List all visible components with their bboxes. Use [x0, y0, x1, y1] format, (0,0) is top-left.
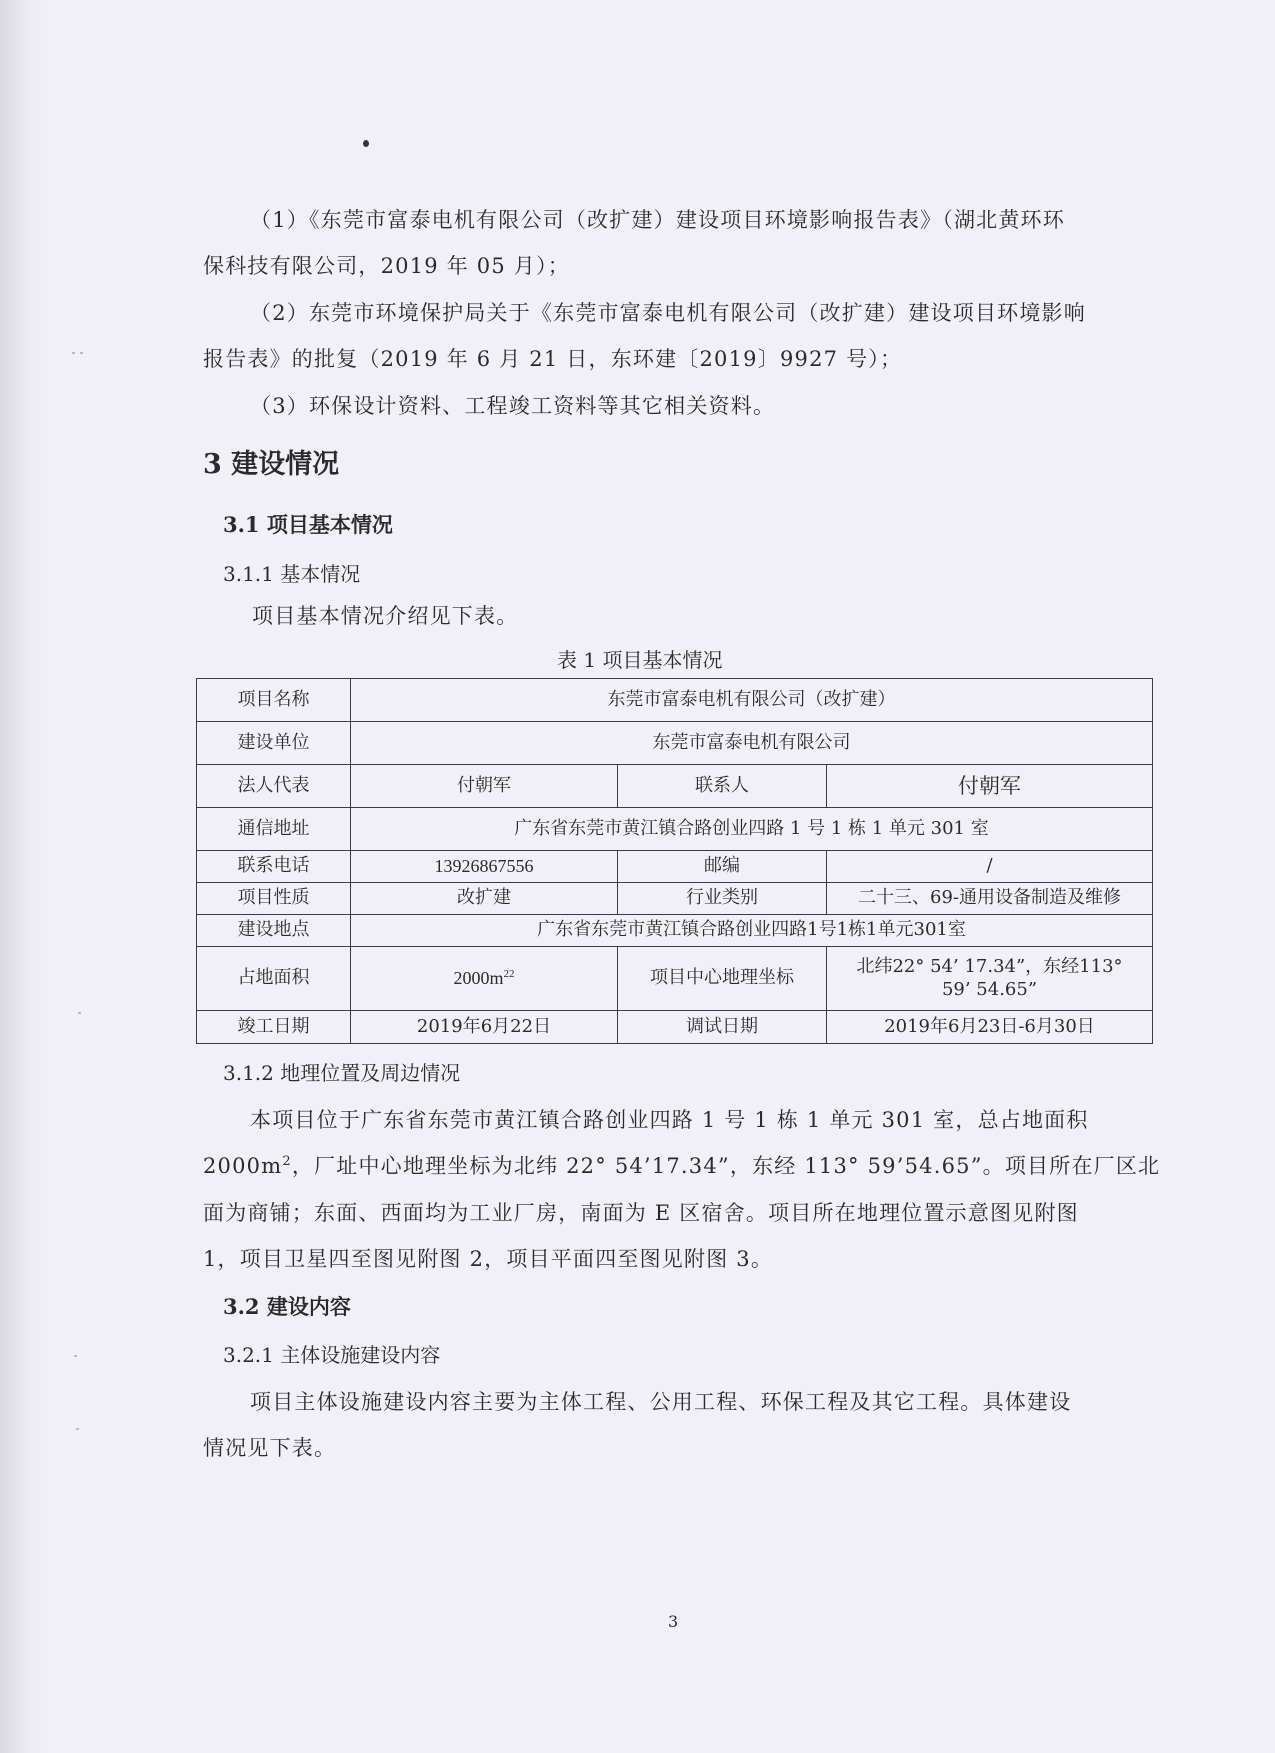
cell-value: 付朝军	[827, 765, 1153, 808]
cell-value: 广东省东莞市黄江镇合路创业四路 1 号 1 栋 1 单元 301 室	[351, 808, 1153, 851]
s312-line-4: 1，项目卫星四至图见附图 2，项目平面四至图见附图 3。	[203, 1247, 774, 1271]
cell-label: 联系电话	[197, 851, 351, 883]
cell-label: 项目名称	[197, 679, 351, 722]
table-row	[197, 915, 1153, 947]
cell-value: /	[827, 851, 1153, 883]
project-info-table	[196, 678, 1153, 1044]
cell-label: 邮编	[618, 851, 827, 883]
cell-label: 竣工日期	[197, 1011, 351, 1044]
cell-value: 东莞市富泰电机有限公司（改扩建）	[351, 679, 1153, 722]
s312-area: 2000m	[203, 1154, 283, 1178]
cell-label: 调试日期	[618, 1011, 827, 1044]
section-3-1-heading: 3.1 项目基本情况	[223, 512, 393, 537]
s312-area-sup: 2	[282, 1154, 292, 1169]
cell-label: 项目性质	[197, 883, 351, 915]
table-row	[197, 722, 1153, 765]
scan-speck	[80, 352, 83, 354]
cell-value: 2019年6月22日	[351, 1011, 618, 1044]
s312-line-2-rest: ，厂址中心地理坐标为北纬 22° 54’17.34”，东经 113° 59’54.65”。项目所在厂区北	[291, 1154, 1161, 1178]
ref-2-line-2: 报告表》的批复（2019 年 6 月 21 日，东环建〔2019〕9927 号）；	[203, 347, 903, 371]
table-row	[197, 679, 1153, 722]
cell-label: 建设单位	[197, 722, 351, 765]
table-row	[197, 765, 1153, 808]
cell-label: 建设地点	[197, 915, 351, 947]
table-row	[197, 1011, 1153, 1044]
s312-line-1: 本项目位于广东省东莞市黄江镇合路创业四路 1 号 1 栋 1 单元 301 室，总占地面积	[250, 1108, 1089, 1132]
scan-speck	[74, 1355, 77, 1357]
area-sup-2: 2	[509, 968, 515, 981]
table-row	[197, 947, 1153, 1011]
section-3-2-1-heading: 3.2.1 主体设施建设内容	[223, 1343, 441, 1367]
section-3-2-heading: 3.2 建设内容	[223, 1294, 351, 1319]
cell-value: 改扩建	[351, 883, 618, 915]
cell-value	[351, 947, 618, 1011]
section-3-1-2-heading: 3.1.2 地理位置及周边情况	[223, 1061, 461, 1085]
table-row	[197, 883, 1153, 915]
table-row	[197, 808, 1153, 851]
scan-speck	[76, 1428, 79, 1430]
cell-value: 广东省东莞市黄江镇合路创业四路1号1栋1单元301室	[351, 915, 1153, 947]
cell-label: 联系人	[618, 765, 827, 808]
s32-line-2: 情况见下表。	[203, 1436, 337, 1460]
section-3-heading: 3 建设情况	[203, 449, 340, 480]
coord-line-1: 北纬22° 54’ 17.34”，东经113°	[856, 956, 1123, 977]
ref-1-line-1: （1）《东莞市富泰电机有限公司（改扩建）建设项目环境影响报告表》（湖北黄环环	[250, 208, 1065, 232]
section-3-1-1-text: 项目基本情况介绍见下表。	[252, 604, 519, 628]
cell-label: 通信地址	[197, 808, 351, 851]
s312-line-3: 面为商铺；东面、西面均为工业厂房，南面为 E 区宿舍。项目所在地理位置示意图见附图	[203, 1201, 1079, 1225]
cell-value: 东莞市富泰电机有限公司	[351, 722, 1153, 765]
cell-value: 2019年6月23日-6月30日	[827, 1011, 1153, 1044]
cell-label: 法人代表	[197, 765, 351, 808]
cell-value: 13926867556	[351, 851, 618, 883]
ref-3: （3）环保设计资料、工程竣工资料等其它相关资料。	[250, 394, 776, 418]
cell-value: 二十三、69-通用设备制造及维修	[827, 883, 1153, 915]
section-3-1-1-heading: 3.1.1 基本情况	[223, 562, 361, 586]
cell-value	[827, 947, 1153, 1011]
scan-speck	[78, 1012, 81, 1014]
cell-label: 行业类别	[618, 883, 827, 915]
cell-label: 项目中心地理坐标	[618, 947, 827, 1011]
cell-value: 付朝军	[351, 765, 618, 808]
ref-1-line-2: 保科技有限公司，2019 年 05 月）；	[203, 254, 570, 278]
s312-line-2	[203, 1150, 1160, 1180]
s32-line-1: 项目主体设施建设内容主要为主体工程、公用工程、环保工程及其它工程。具体建设	[250, 1390, 1072, 1414]
table-caption: 表 1 项目基本情况	[557, 648, 723, 672]
ink-dot	[363, 140, 369, 147]
ref-2-line-1: （2）东莞市环境保护局关于《东莞市富泰电机有限公司（改扩建）建设项目环境影响	[250, 301, 1086, 325]
coord-line-2: 59’ 54.65”	[941, 978, 1038, 1000]
area-value: 2000m	[453, 968, 504, 989]
page-number: 3	[668, 1612, 679, 1631]
table-row	[197, 851, 1153, 883]
scan-speck	[72, 352, 75, 354]
area-sup: 2	[503, 968, 509, 981]
scan-page-edge	[0, 0, 46, 1753]
cell-label: 占地面积	[197, 947, 351, 1011]
